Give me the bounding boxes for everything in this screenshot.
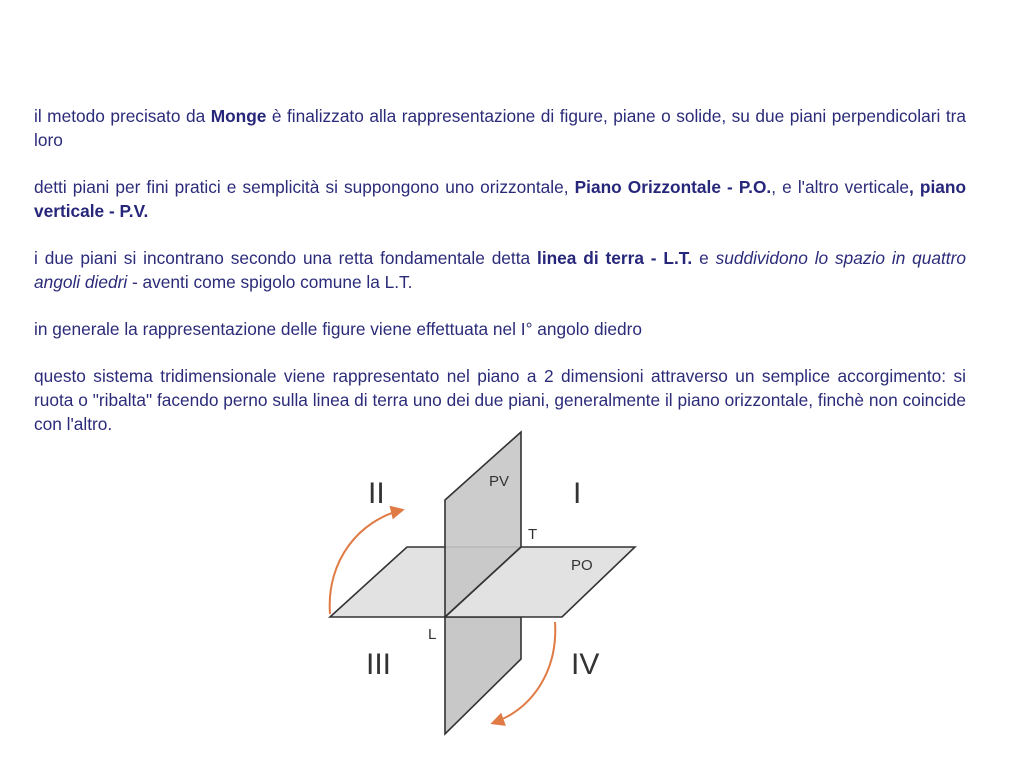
- paragraph-text: - aventi come spigolo comune la L.T.: [127, 272, 413, 292]
- paragraph-text: è finalizzato alla rappresentazione di figure, piane o solide, su due piani perpendicolari tra loro: [34, 106, 966, 150]
- po-label: PO: [571, 557, 593, 574]
- pv-label: PV: [489, 473, 510, 490]
- vertical-plane-term: , piano verticale - P.V.: [34, 177, 967, 221]
- quadrant-1-label: I: [573, 477, 582, 510]
- quadrant-4-label: IV: [571, 648, 600, 681]
- horizontal-plane-term: Piano Orizzontale - P.O.: [574, 177, 772, 197]
- quadrant-3-label: III: [366, 648, 392, 681]
- paragraph-text: i due piani si incontrano secondo una retta fondamentale detta: [34, 248, 538, 268]
- l-label: L: [428, 626, 437, 643]
- paragraph-text: in generale la rappresentazione delle figure viene effettuata nel I° angolo diedro: [34, 319, 643, 339]
- paragraph-text: questo sistema tridimensionale viene rappresentato nel piano a 2 dimensioni attraverso un semplice accorgimento: si ruota o "ribalta" facendo perno sulla linea di terra uno dei due piani, generalmente il piano orizzontale, finchè non coincide con l'altro.: [34, 366, 966, 434]
- paragraph-text: , e l'altro verticale: [771, 177, 910, 197]
- monge-term: Monge: [210, 106, 267, 126]
- paragraph-text: il metodo precisato da: [34, 106, 211, 126]
- quadrant-2-label: II: [368, 477, 385, 510]
- paragraph-text: detti piani per fini pratici e semplicità si suppongono uno orizzontale,: [34, 177, 575, 197]
- ground-line-term: linea di terra - L.T.: [537, 248, 693, 268]
- dihedral-angles-phrase: suddividono lo spazio in quattro angoli diedri: [34, 248, 966, 292]
- paragraph-text: e: [692, 248, 716, 268]
- t-label: T: [528, 526, 538, 543]
